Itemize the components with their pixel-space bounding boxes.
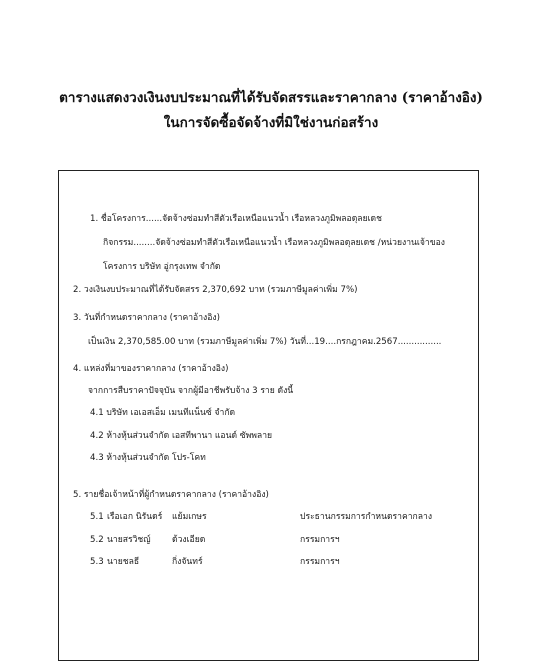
project-name-line: 1. ชื่อโครงการ......จัดจ้างซ่อมทำสีตัวเรือเหนือแนวน้ำ เรือหลวงภูมิพลอดุลยเดช — [90, 214, 382, 224]
budget-line: 2. วงเงินงบประมาณที่ได้รับจัดสรร 2,370,692 บาท (รวมภาษีมูลค่าเพิ่ม 7%) — [73, 285, 358, 295]
committee-member-number: 5.3 — [90, 557, 104, 567]
price-source-item: 4.1 บริษัท เอเอสเอ็ม เมนทีแน็นซ์ จำกัด — [90, 408, 236, 418]
committee-member-name: เรือเอก นิรันดร์ — [107, 512, 163, 522]
committee-member-number: 5.1 — [90, 512, 104, 522]
reference-price-detail: เป็นเงิน 2,370,585.00 บาท (รวมภาษีมูลค่าเพิ่ม 7%) วันที่...19....กรกฎาคม.2567................ — [88, 337, 442, 347]
reference-date-heading: 3. วันที่กำหนดราคากลาง (ราคาอ้างอิง) — [73, 313, 220, 323]
price-source-item: 4.3 ห้างหุ้นส่วนจำกัด โปร-โคท — [90, 453, 206, 463]
document-subtitle: ในการจัดซื้อจัดจ้างที่มิใช่งานก่อสร้าง — [163, 115, 379, 131]
price-source-item: 4.2 ห้างหุ้นส่วนจำกัด เอสทีพานา แอนด์ ซัพพลาย — [90, 431, 273, 441]
committee-member-name: นายสรวิชญ์ — [107, 535, 151, 545]
committee-member-role: ประธานกรรมการกำหนดราคากลาง — [300, 512, 433, 522]
project-owner-line: โครงการ บริษัท อู่กรุงเทพ จำกัด — [103, 262, 221, 272]
committee-member-surname: แย้มเกษร — [172, 512, 207, 522]
committee-member-surname: ด้วงเอียด — [172, 535, 206, 545]
price-source-heading: 4. แหล่งที่มาของราคากลาง (ราคาอ้างอิง) — [73, 364, 229, 374]
price-source-intro: จากการสืบราคาปัจจุบัน จากผู้มีอาชีพรับจ้าง 3 ราย ดังนี้ — [88, 386, 294, 396]
committee-member-role: กรรมการฯ — [300, 557, 340, 567]
committee-heading: 5. รายชื่อเจ้าหน้าที่ผู้กำหนดราคากลาง (ราคาอ้างอิง) — [73, 490, 269, 500]
committee-member-surname: กิ่งจันทร์ — [172, 557, 203, 567]
committee-member-name: นายชลธี — [107, 557, 140, 567]
document-title: ตารางแสดงวงเงินงบประมาณที่ได้รับจัดสรรและราคากลาง (ราคาอ้างอิง) — [59, 90, 483, 106]
committee-member-number: 5.2 — [90, 535, 104, 545]
activity-line: กิจกรรม........จัดจ้างซ่อมทำสีตัวเรือเหนือแนวน้ำ เรือหลวงภูมิพลอดุลยเดช /หน่วยงานเจ้าของ — [103, 238, 445, 248]
committee-member-role: กรรมการฯ — [300, 535, 340, 545]
